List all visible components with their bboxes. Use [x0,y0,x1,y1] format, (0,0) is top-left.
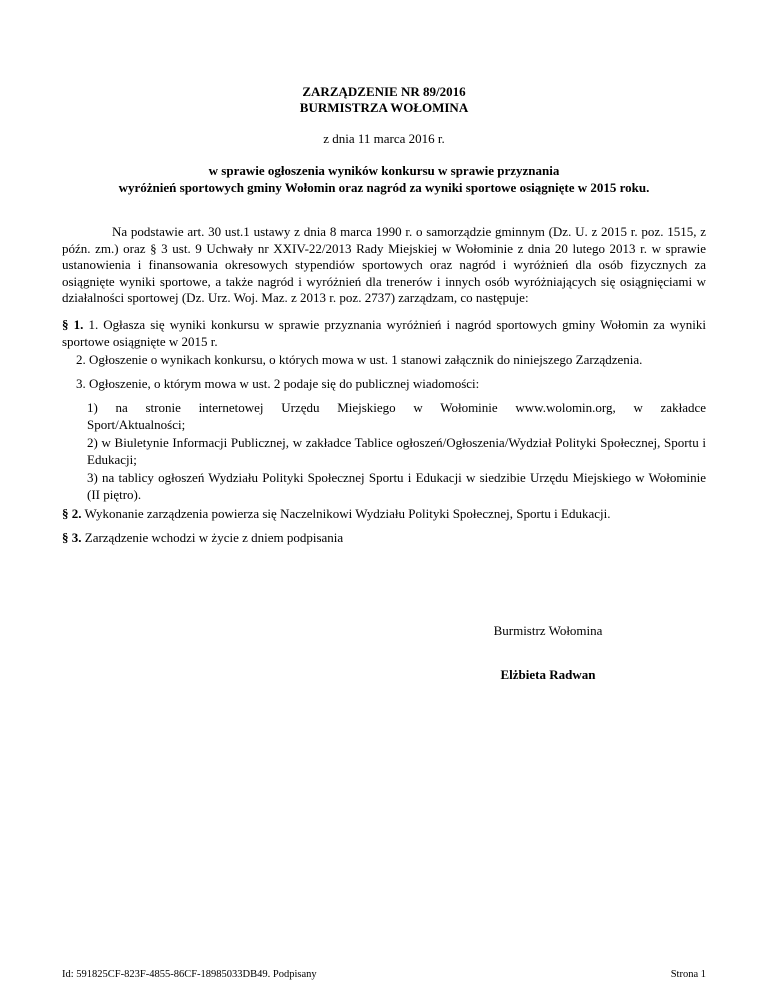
subject-line-1: w sprawie ogłoszenia wyników konkursu w sprawie przyznania [208,163,560,178]
section-3-paragraph [62,530,706,547]
document-title-number: ZARZĄDZENIE NR 89/2016 [302,84,466,99]
signature-role: Burmistrz Wołomina [493,623,603,638]
footer-page-number: Strona 1 [670,969,706,980]
section-2-paragraph [62,506,706,523]
section-1-paragraph-1 [62,317,706,350]
document-subject [60,162,708,196]
preamble-paragraph: Na podstawie art. 30 ust.1 ustawy z dnia 8 marca 1990 r. o samorządzie gminnym (Dz. U. z 2015 r. poz. 1515, z późn. zm.) oraz § 3 ust. 9 Uchwały nr XXIV-22/2013 Rady Miejskiej w Wołominie z dnia 20 lutego 2013 r. w sprawie ustanowienia i finansowania okresowych stypendiów sportowych oraz nagród i wyróżnień dla osób fizycznych za osiągnięte wyniki sportowe, a także nagród i wyróżnień dla trenerów i innych osób wyróżniających się osiągnięciami w działalności sportowej (Dz. Urz. Woj. Maz. z 2013 r. poz. 2737) zarządzam, co następuje: [62,224,706,305]
section-1-paragraph-3: 3. Ogłoszenie, o którym mowa w ust. 2 podaje się do publicznej wiadomości: [76,376,480,391]
section-1-text-1: 1. Ogłasza się wyniki konkursu w sprawie przyznania wyróżnień i nagród sportowych gminy Wołomin za wyniki sportowe osiągnięte w 2015 r. [62,317,707,349]
signature-name: Elżbieta Radwan [500,667,596,682]
publication-item-2: 2) w Biuletynie Informacji Publicznej, w zakładce Tablice ogłoszeń/Ogłoszenia/Wydział Polityki Społecznej, Sportu i Edukacji; [87,435,706,467]
subject-line-2: wyróżnień sportowych gminy Wołomin oraz nagród za wyniki sportowe osiągnięte w 2015 roku. [118,180,650,195]
publication-item-1 [87,400,706,433]
publication-item-1-line-1: 1) na stronie internetowej Urzędu Miejskiego w Wołominie www.wolomin.org, w zakładce [87,400,706,415]
section-3-text: Zarządzenie wchodzi w życie z dniem podpisania [84,530,344,545]
section-1-label: § 1. [62,317,84,332]
document-date: z dnia 11 marca 2016 r. [323,131,445,146]
publication-item-1-line-2: Sport/Aktualności; [87,416,186,432]
section-1-paragraph-2: 2. Ogłoszenie o wynikach konkursu, o których mowa w ust. 1 stanowi załącznik do niniejszego Zarządzenia. [76,352,643,367]
footer-document-id: Id: 591825CF-823F-4855-86CF-18985033DB49. Podpisany [62,969,317,980]
section-3-label: § 3. [62,530,82,545]
publication-item-3: 3) na tablicy ogłoszeń Wydziału Polityki Społecznej Sportu i Edukacji w siedzibie Urzędu Miejskiego w Wołominie (II piętro). [87,470,706,502]
section-2-label: § 2. [62,506,82,521]
section-2-text: Wykonanie zarządzenia powierza się Naczelnikowi Wydziału Polityki Społecznej, Sportu i Edukacji. [84,506,611,521]
document-title-issuer: BURMISTRZA WOŁOMINA [299,100,469,115]
